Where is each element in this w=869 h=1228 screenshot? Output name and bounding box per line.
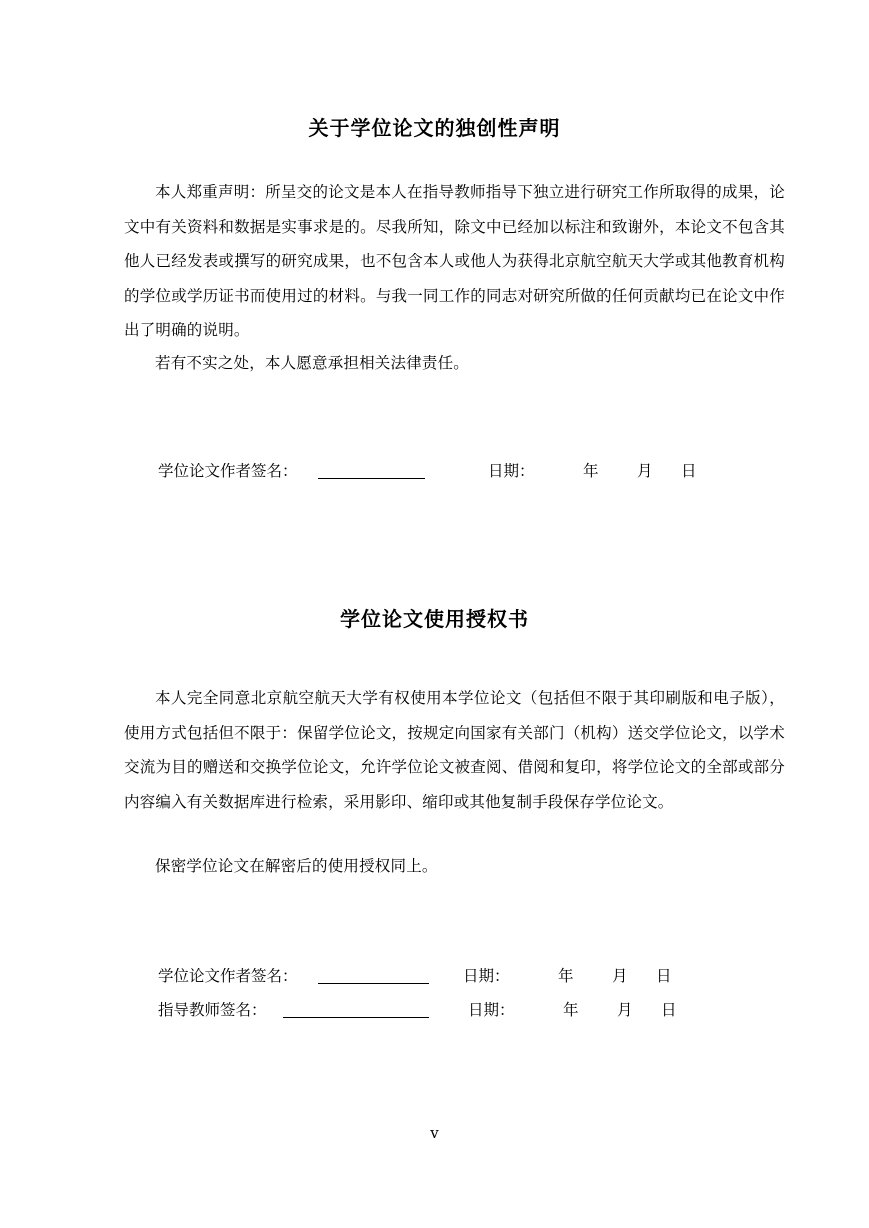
- date-label: 日期：: [468, 1001, 515, 1019]
- author-signature-label: 学位论文作者签名：: [158, 967, 298, 985]
- advisor-signature-row: [158, 999, 718, 1021]
- date-label: 日期：: [488, 462, 535, 480]
- author-signature-label: 学位论文作者签名：: [158, 462, 298, 480]
- declaration-signature-row: [158, 460, 718, 482]
- authorization-title: 学位论文使用授权书: [340, 607, 529, 631]
- authorization-author-signature-row: [158, 965, 718, 987]
- declaration-paragraph-1: 本人郑重声明：所呈交的论文是本人在指导教师指导下独立进行研究工作所取得的成果，论文中有关资料和数据是实事求是的。尽我所知，除文中已经加以标注和致谢外，本论文不包含其他人已经发表或撰写的研究成果，也不包含本人或他人为获得北京航空航天大学或其他教育机构的学位或学历证书而使用过的材料。与我一同工作的同志对研究所做的任何贡献均已在论文中作出了明确的说明。: [124, 183, 785, 339]
- year-label: 年: [558, 967, 574, 985]
- page-number: v: [430, 1124, 439, 1142]
- declaration-paragraph-2: 若有不实之处，本人愿意承担相关法律责任。: [155, 354, 470, 372]
- month-label: 月: [637, 462, 653, 480]
- day-label: 日: [656, 967, 672, 985]
- day-label: 日: [681, 462, 697, 480]
- date-label: 日期：: [463, 967, 510, 985]
- author-signature-line[interactable]: [318, 460, 425, 479]
- month-label: 月: [617, 1001, 633, 1019]
- day-label: 日: [661, 1001, 677, 1019]
- authorization-paragraph-2: 保密学位论文在解密后的使用授权同上。: [155, 857, 438, 875]
- declaration-title: 关于学位论文的独创性声明: [308, 116, 561, 140]
- author-signature-line[interactable]: [318, 965, 429, 984]
- advisor-signature-label: 指导教师签名：: [158, 1001, 267, 1019]
- month-label: 月: [612, 967, 628, 985]
- year-label: 年: [563, 1001, 579, 1019]
- authorization-paragraph-1: 本人完全同意北京航空航天大学有权使用本学位论文（包括但不限于其印刷版和电子版），使用方式包括但不限于：保留学位论文，按规定向国家有关部门（机构）送交学位论文，以学术交流为目的赠送和交换学位论文，允许学位论文被查阅、借阅和复印，将学位论文的全部或部分内容编入有关数据库进行检索，采用影印、缩印或其他复制手段保存学位论文。: [124, 689, 785, 811]
- year-label: 年: [583, 462, 599, 480]
- advisor-signature-line[interactable]: [283, 999, 429, 1018]
